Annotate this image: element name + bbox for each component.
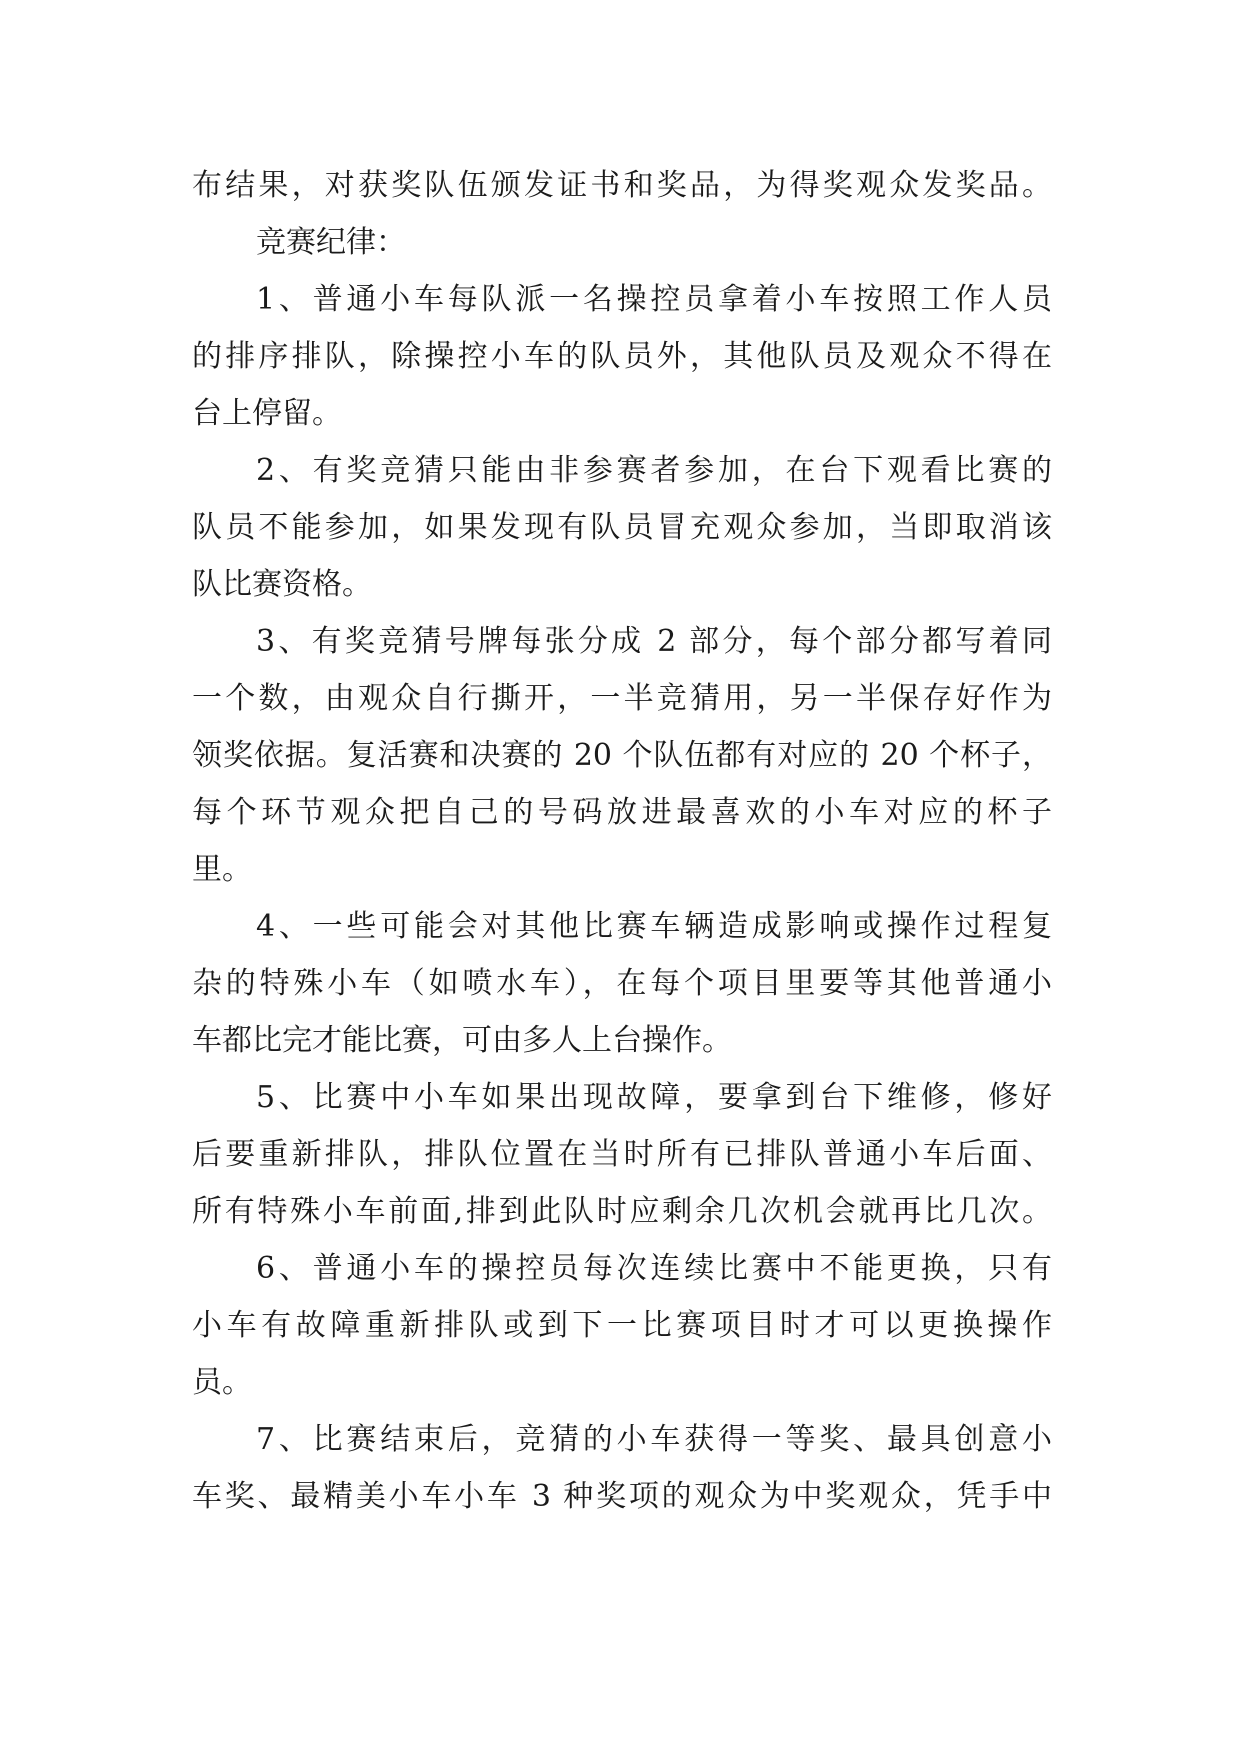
- body-text: [192, 157, 1052, 1525]
- rule-5-line-2: 后要重新排队，排队位置在当时所有已排队普通小车后面、: [192, 1137, 1052, 1172]
- rule-3-line-3: 领奖依据。复活赛和决赛的 20 个队伍都有对应的 20 个杯子，: [192, 738, 1052, 773]
- rule-7-line-1: 7、比赛结束后，竞猜的小车获得一等奖、最具创意小: [256, 1422, 1052, 1457]
- rule-3-line-5: 里。: [192, 852, 252, 887]
- text-line-1: 布结果，对获奖队伍颁发证书和奖品，为得奖观众发奖品。: [192, 168, 1052, 203]
- rule-2-line-2: 队员不能参加，如果发现有队员冒充观众参加，当即取消该: [192, 510, 1052, 545]
- rule-4-line-2: 杂的特殊小车（如喷水车），在每个项目里要等其他普通小: [192, 966, 1052, 1001]
- rule-6-line-1: 6、普通小车的操控员每次连续比赛中不能更换，只有: [256, 1251, 1052, 1286]
- rule-1-line-1: 1、普通小车每队派一名操控员拿着小车按照工作人员: [256, 282, 1052, 317]
- rule-7-line-2: 车奖、最精美小车小车 3 种奖项的观众为中奖观众，凭手中: [192, 1479, 1052, 1514]
- rule-1-line-3: 台上停留。: [192, 396, 342, 431]
- section-heading-discipline: 竞赛纪律：: [256, 225, 406, 260]
- rule-5-line-1: 5、比赛中小车如果出现故障，要拿到台下维修，修好: [256, 1080, 1052, 1115]
- rule-6-line-3: 员。: [192, 1365, 252, 1400]
- rule-3-line-1: 3、有奖竞猜号牌每张分成 2 部分，每个部分都写着同: [256, 624, 1052, 659]
- rule-2-line-1: 2、有奖竞猜只能由非参赛者参加，在台下观看比赛的: [256, 453, 1052, 488]
- rule-4-line-1: 4、一些可能会对其他比赛车辆造成影响或操作过程复: [256, 909, 1052, 944]
- rule-6-line-2: 小车有故障重新排队或到下一比赛项目时才可以更换操作: [192, 1308, 1052, 1343]
- rule-3-line-4: 每个环节观众把自己的号码放进最喜欢的小车对应的杯子: [192, 795, 1052, 830]
- rule-1-line-2: 的排序排队，除操控小车的队员外，其他队员及观众不得在: [192, 339, 1052, 374]
- rule-2-line-3: 队比赛资格。: [192, 567, 372, 602]
- rule-5-line-3: 所有特殊小车前面,排到此队时应剩余几次机会就再比几次。: [192, 1194, 1052, 1229]
- rule-4-line-3: 车都比完才能比赛，可由多人上台操作。: [192, 1023, 732, 1058]
- rule-3-line-2: 一个数，由观众自行撕开，一半竞猜用，另一半保存好作为: [192, 681, 1052, 716]
